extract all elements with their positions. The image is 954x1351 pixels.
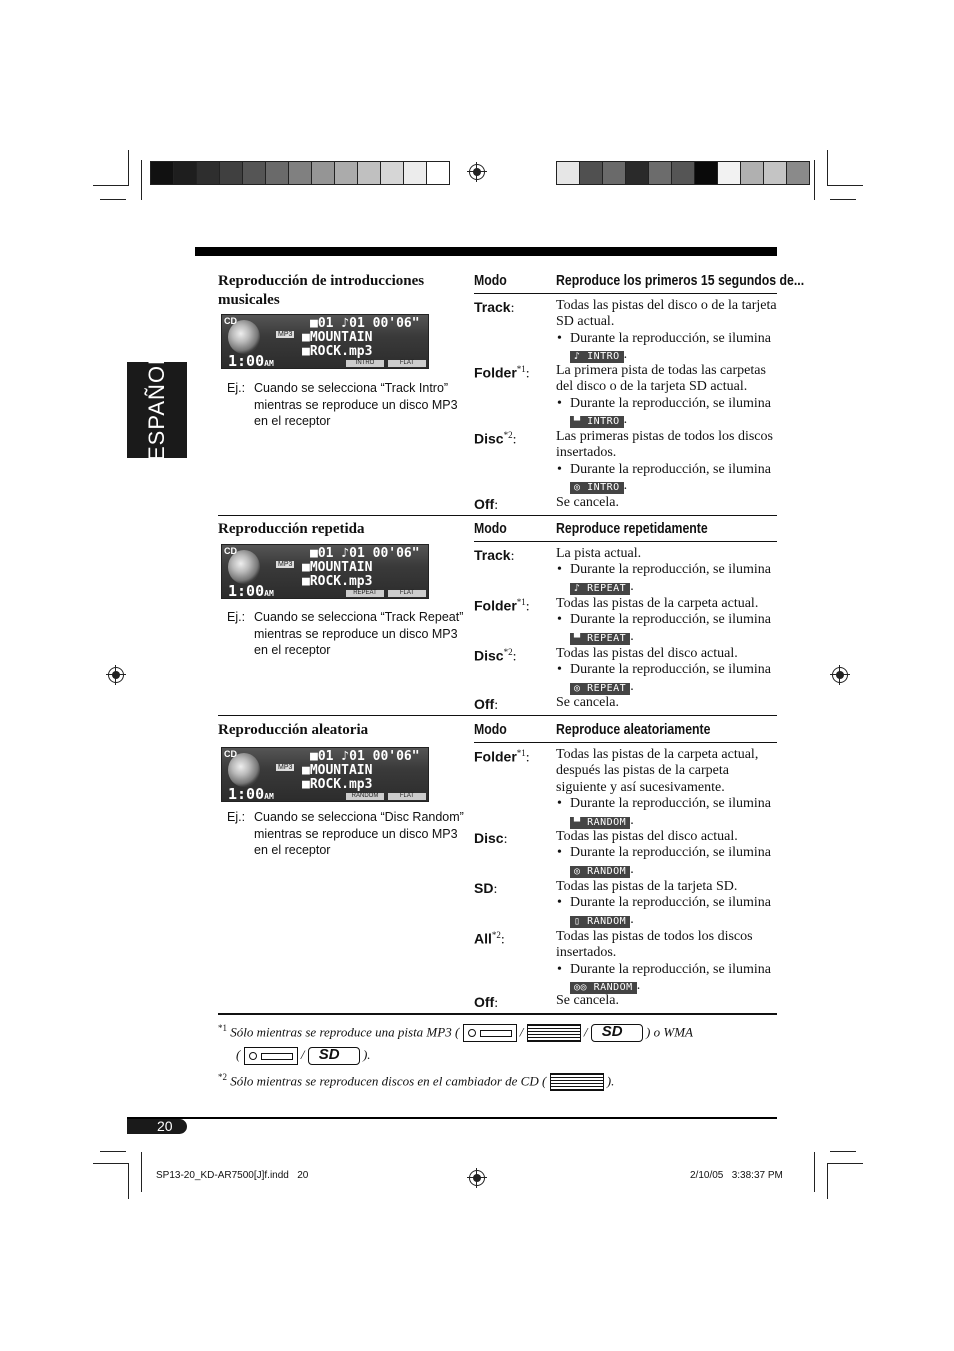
indicator-chip: ▯ RANDOM bbox=[570, 916, 630, 928]
color-swatch bbox=[197, 162, 220, 184]
color-swatch bbox=[764, 162, 787, 184]
repeat-desc-off: Se cancela. bbox=[556, 695, 619, 710]
random-desc-sd: Todas las pistas de la tarjeta SD. • Durante la reproducción, se ilumina ▯ RANDOM . bbox=[556, 879, 778, 928]
sd-card-icon: SD bbox=[308, 1047, 360, 1065]
repeat-lcd-display: CD MP3 ■01 ♪01 00'06" ■MOUNTAIN ■ROCK.mp3 1:00AM REPEAT FLAT bbox=[221, 544, 429, 599]
intro-end-rule bbox=[218, 515, 777, 516]
random-title: Reproducción aleatoria bbox=[218, 722, 369, 738]
slug-left: SP13-20_KD-AR7500[J]f.indd 20 bbox=[156, 1170, 309, 1181]
slug-right: 2/10/05 3:38:37 PM bbox=[690, 1170, 783, 1181]
color-bar-right bbox=[556, 161, 810, 185]
bottom-rule bbox=[127, 1117, 777, 1119]
intro-mode-header: Modo bbox=[474, 272, 507, 289]
top-rule bbox=[195, 247, 777, 256]
intro-mode-folder: Folder$^{*1}$: bbox=[474, 364, 530, 382]
intro-col-header: Reproduce los primeros 15 segundos de... bbox=[556, 272, 805, 289]
crop-mark bbox=[830, 199, 856, 200]
intro-example: Ej.: Cuando se selecciona “Track Intro” mientras se reproduce un disco MP3 en el receptor bbox=[227, 381, 458, 428]
intro-header-rule bbox=[474, 293, 777, 294]
color-swatch bbox=[718, 162, 741, 184]
intro-mode-track: Track: bbox=[474, 299, 515, 316]
repeat-mode-disc: Disc$^{*2}$: bbox=[474, 647, 517, 665]
color-swatch bbox=[151, 162, 174, 184]
intro-desc-track: Todas las pistas del disco o de la tarjeta SD actual. • Durante la reproducción, se ilumina ♪ INTRO . bbox=[556, 298, 778, 364]
color-swatch bbox=[266, 162, 289, 184]
repeat-mode-header: Modo bbox=[474, 520, 507, 537]
repeat-desc-track: La pista actual. • Durante la reproducción, se ilumina ♪ REPEAT . bbox=[556, 546, 778, 595]
indicator-chip: ♪ REPEAT bbox=[570, 583, 630, 595]
random-mode-sd: SD: bbox=[474, 880, 498, 897]
crop-mark bbox=[93, 185, 129, 186]
random-mode-all: All$^{*2}$: bbox=[474, 930, 505, 948]
repeat-mode-off: Off: bbox=[474, 696, 499, 713]
color-swatch bbox=[381, 162, 404, 184]
color-swatch bbox=[787, 162, 809, 184]
repeat-mode-folder: Folder$^{*1}$: bbox=[474, 597, 530, 615]
random-col-header: Reproduce aleatoriamente bbox=[556, 721, 711, 738]
color-swatch bbox=[174, 162, 197, 184]
color-bar-left bbox=[150, 161, 450, 185]
indicator-chip: ◎ RANDOM bbox=[570, 866, 630, 878]
intro-desc-disc: Las primeras pistas de todos los discos insertados. • Durante la reproducción, se ilumina ◎ INTRO . bbox=[556, 429, 778, 495]
color-swatch bbox=[335, 162, 358, 184]
language-tab bbox=[127, 351, 187, 461]
indicator-chip: ▀ INTRO bbox=[570, 416, 624, 428]
indicator-chip: ◎ REPEAT bbox=[570, 683, 630, 695]
random-desc-folder: Todas las pistas de la carpeta actual, después las pistas de la carpeta siguiente y así sucesivamente. • Durante la reproducción, se ilumina ▀ RANDOM . bbox=[556, 747, 778, 829]
color-swatch bbox=[580, 162, 603, 184]
repeat-end-rule bbox=[218, 715, 777, 716]
crop-mark bbox=[814, 160, 815, 200]
sd-card-icon: SD bbox=[591, 1024, 643, 1042]
indicator-chip: ◎◎ RANDOM bbox=[570, 982, 637, 994]
random-mode-folder: Folder$^{*1}$: bbox=[474, 748, 530, 766]
color-swatch bbox=[557, 162, 580, 184]
repeat-example: Ej.: Cuando se selecciona “Track Repeat” mientras se reproduce un disco MP3 en el receptor bbox=[227, 610, 464, 657]
repeat-header-rule bbox=[474, 541, 777, 542]
repeat-title: Reproducción repetida bbox=[218, 521, 365, 537]
changer-icon bbox=[527, 1024, 581, 1042]
repeat-col-header: Reproduce repetidamente bbox=[556, 520, 708, 537]
changer-icon bbox=[550, 1073, 604, 1091]
color-swatch bbox=[695, 162, 718, 184]
random-desc-all: Todas las pistas de todos los discos insertados. • Durante la reproducción, se ilumina ◎◎ RANDOM . bbox=[556, 929, 778, 995]
crop-mark bbox=[141, 1152, 142, 1192]
registration-mark bbox=[469, 1170, 485, 1186]
footnote-1: $^{*1}$ Sólo mientras se reproduce una pista MP3 ( / / SD ) o WMA bbox=[218, 1023, 693, 1041]
crop-mark bbox=[827, 185, 863, 186]
indicator-chip: ♪ INTRO bbox=[570, 351, 624, 363]
intro-desc-folder: La primera pista de todas las carpetas del disco o de la tarjeta SD actual. • Durante la reproducción, se ilumina ▀ INTRO . bbox=[556, 363, 778, 429]
crop-mark bbox=[128, 1163, 129, 1199]
intro-mode-off: Off: bbox=[474, 496, 499, 513]
color-swatch bbox=[603, 162, 626, 184]
color-swatch bbox=[649, 162, 672, 184]
indicator-chip: ◎ INTRO bbox=[570, 482, 624, 494]
color-swatch bbox=[358, 162, 381, 184]
color-swatch bbox=[427, 162, 449, 184]
color-swatch bbox=[243, 162, 266, 184]
intro-lcd-display: CD MP3 ■01 ♪01 00'06" ■MOUNTAIN ■ROCK.mp3 1:00AM INTRO FLAT bbox=[221, 314, 429, 369]
random-mode-header: Modo bbox=[474, 721, 507, 738]
repeat-desc-disc: Todas las pistas del disco actual. • Durante la reproducción, se ilumina ◎ REPEAT . bbox=[556, 646, 778, 695]
color-swatch bbox=[626, 162, 649, 184]
crop-mark bbox=[141, 160, 142, 200]
repeat-mode-track: Track: bbox=[474, 547, 515, 564]
crop-mark bbox=[827, 150, 828, 186]
language-tab-label: ESPAÑOL bbox=[144, 351, 169, 461]
registration-mark bbox=[832, 667, 848, 683]
color-swatch bbox=[220, 162, 243, 184]
registration-mark bbox=[469, 164, 485, 180]
intro-mode-disc: Disc$^{*2}$: bbox=[474, 430, 517, 448]
repeat-desc-folder: Todas las pistas de la carpeta actual. • Durante la reproducción, se ilumina ▀ REPEAT . bbox=[556, 596, 778, 645]
random-example: Ej.: Cuando se selecciona “Disc Random” mientras se reproduce un disco MP3 en el receptor bbox=[227, 810, 464, 857]
random-lcd-display: CD MP3 ■01 ♪01 00'06" ■MOUNTAIN ■ROCK.mp3 1:00AM RANDOM FLAT bbox=[221, 747, 429, 802]
disc-slot-icon bbox=[463, 1024, 517, 1042]
indicator-chip: ▀ REPEAT bbox=[570, 633, 630, 645]
intro-desc-off: Se cancela. bbox=[556, 495, 619, 510]
indicator-chip: ▀ RANDOM bbox=[570, 817, 630, 829]
random-desc-disc: Todas las pistas del disco actual. • Durante la reproducción, se ilumina ◎ RANDOM . bbox=[556, 829, 778, 878]
random-mode-off: Off: bbox=[474, 994, 499, 1011]
crop-mark bbox=[93, 1163, 129, 1164]
color-swatch bbox=[404, 162, 427, 184]
color-swatch bbox=[741, 162, 764, 184]
crop-mark bbox=[128, 150, 129, 186]
intro-title: Reproducción de introducciones musicales bbox=[218, 273, 425, 308]
random-desc-off: Se cancela. bbox=[556, 993, 619, 1008]
registration-mark bbox=[108, 667, 124, 683]
random-end-rule bbox=[218, 1013, 777, 1015]
footnote-1-cont: ( / SD ). bbox=[236, 1046, 371, 1064]
page-number: 20 bbox=[157, 1118, 173, 1134]
color-swatch bbox=[289, 162, 312, 184]
color-swatch bbox=[672, 162, 695, 184]
crop-mark bbox=[100, 1151, 126, 1152]
footnote-2: $^{*2}$ Sólo mientras se reproducen discos en el cambiador de CD ( ). bbox=[218, 1072, 614, 1091]
crop-mark bbox=[814, 1152, 815, 1192]
random-mode-disc: Disc: bbox=[474, 830, 508, 847]
crop-mark bbox=[827, 1163, 828, 1199]
crop-mark bbox=[827, 1163, 863, 1164]
crop-mark bbox=[830, 1151, 856, 1152]
disc-slot-icon bbox=[244, 1047, 298, 1065]
crop-mark bbox=[100, 199, 126, 200]
color-swatch bbox=[312, 162, 335, 184]
page-number-tab bbox=[127, 1119, 187, 1134]
random-header-rule bbox=[474, 742, 777, 743]
